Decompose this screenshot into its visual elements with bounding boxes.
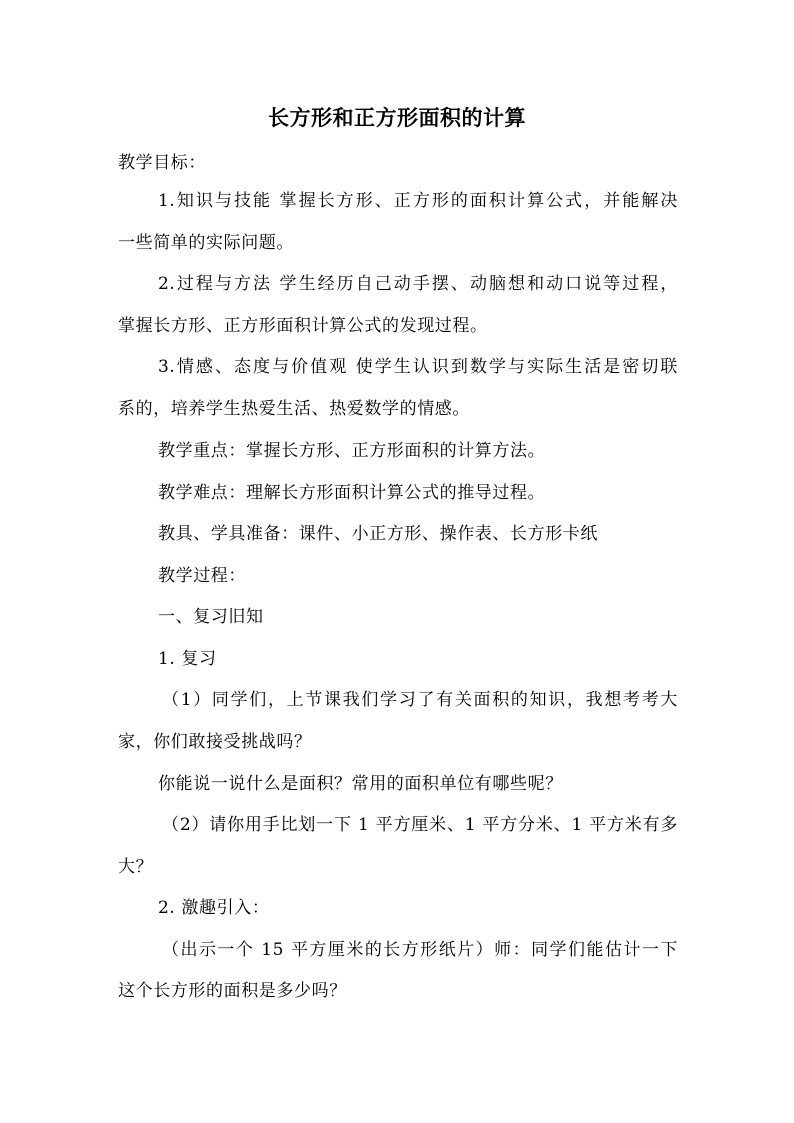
text-line: 1.知识与技能 掌握长方形、正方形的面积计算公式，并能解决 — [158, 191, 678, 211]
text-line: 掌握长方形、正方形面积计算公式的发现过程。 — [118, 316, 488, 336]
text-line: 2. 激趣引入： — [158, 898, 270, 918]
text-line: 1. 复习 — [158, 649, 217, 669]
text-line: 教学难点：理解长方形面积计算公式的推导过程。 — [158, 483, 546, 503]
text-line: （1）同学们，上节课我们学习了有关面积的知识，我想考考大 — [162, 690, 678, 710]
text-line: 教学目标： — [118, 153, 206, 173]
text-line: 大？ — [118, 857, 154, 877]
document-title: 长方形和正方形面积的计算 — [268, 105, 526, 130]
text-line: 你能说一说什么是面积？常用的面积单位有哪些呢？ — [158, 774, 563, 794]
text-line: 这个长方形的面积是多少吗？ — [118, 981, 347, 1001]
text-line: 3.情感、态度与价值观 使学生认识到数学与实际生活是密切联 — [158, 357, 678, 377]
text-line: 教学过程： — [158, 566, 246, 586]
text-line: （出示一个 15 平方厘米的长方形纸片）师：同学们能估计一下 — [162, 940, 678, 960]
text-line: 系的，培养学生热爱生活、热爱数学的情感。 — [118, 399, 470, 419]
text-line: 教学重点：掌握长方形、正方形面积的计算方法。 — [158, 441, 546, 461]
text-line: 2.过程与方法 学生经历自己动手摆、动脑想和动口说等过程， — [158, 274, 678, 294]
text-line: 一些简单的实际问题。 — [118, 233, 294, 253]
text-line: 教具、学具准备：课件、小正方形、操作表、长方形卡纸 — [158, 524, 598, 544]
text-line: 一、复习旧知 — [158, 607, 264, 627]
text-line: （2）请你用手比划一下 1 平方厘米、1 平方分米、1 平方米有多 — [162, 815, 678, 835]
text-line: 家，你们敢接受挑战吗？ — [118, 732, 312, 752]
